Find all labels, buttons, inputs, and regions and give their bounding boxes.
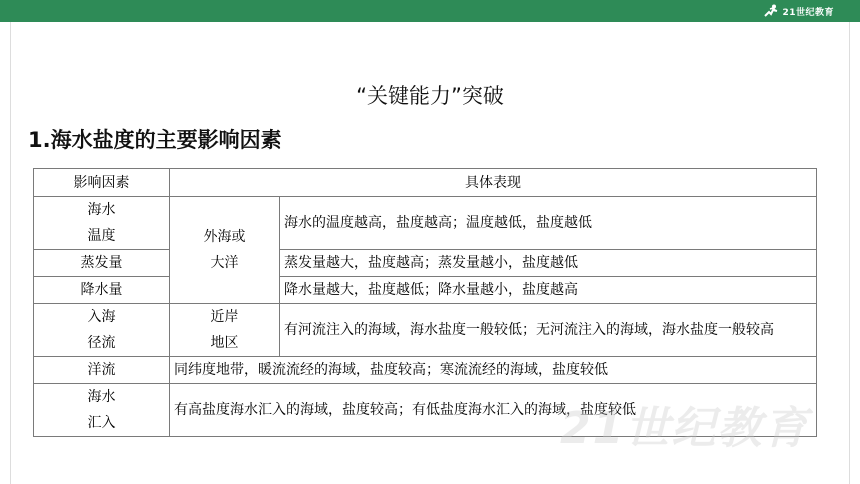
column-header-factor: 影响因素 [34, 169, 170, 197]
salinity-factors-table [33, 168, 817, 437]
factor-cell: 蒸发量 [34, 250, 170, 277]
area-cell [170, 197, 280, 304]
watermark: 21世纪教育 [560, 403, 810, 454]
table-header-row [34, 169, 817, 197]
factor-line: 海水 [87, 389, 116, 405]
area-cell [170, 304, 280, 357]
brand-logo-text: 21世纪教育 [782, 7, 834, 18]
table-row [34, 304, 817, 357]
detail-cell: 有高盐度海水汇入的海域，盐度较高；有低盐度海水汇入的海域，盐度较低 [170, 384, 817, 437]
table-row [34, 277, 817, 304]
factor-cell: 洋流 [34, 357, 170, 384]
factor-line: 入海 [87, 309, 116, 325]
detail-cell: 同纬度地带，暖流流经的海域，盐度较高；寒流流经的海域，盐度较低 [170, 357, 817, 384]
table-row [34, 384, 817, 437]
factor-line: 径流 [87, 335, 116, 351]
detail-cell: 有河流注入的海域，海水盐度一般较低；无河流注入的海域，海水盐度一般较高 [280, 304, 817, 357]
area-line: 地区 [210, 335, 239, 351]
factor-line: 温度 [87, 228, 116, 244]
area-line: 外海或 [203, 229, 246, 245]
runner-icon [763, 4, 779, 18]
section-title: “关键能力”突破 [356, 84, 504, 108]
table-row [34, 250, 817, 277]
page-heading: 1.海水盐度的主要影响因素 [28, 128, 282, 152]
detail-cell: 降水量越大，盐度越低；降水量越小，盐度越高 [280, 277, 817, 304]
detail-cell: 蒸发量越大，盐度越高；蒸发量越小，盐度越低 [280, 250, 817, 277]
factor-cell [34, 384, 170, 437]
detail-cell: 海水的温度越高，盐度越高；温度越低，盐度越低 [280, 197, 817, 250]
top-header-bar [0, 0, 860, 22]
table-row [34, 357, 817, 384]
factor-line: 海水 [87, 202, 116, 218]
factor-cell [34, 197, 170, 250]
area-line: 近岸 [210, 309, 239, 325]
area-line: 大洋 [210, 255, 239, 271]
factor-line: 汇入 [87, 415, 116, 431]
factor-cell: 降水量 [34, 277, 170, 304]
brand-logo [763, 3, 834, 19]
factor-cell [34, 304, 170, 357]
table-row [34, 197, 817, 250]
column-header-detail: 具体表现 [170, 169, 817, 197]
